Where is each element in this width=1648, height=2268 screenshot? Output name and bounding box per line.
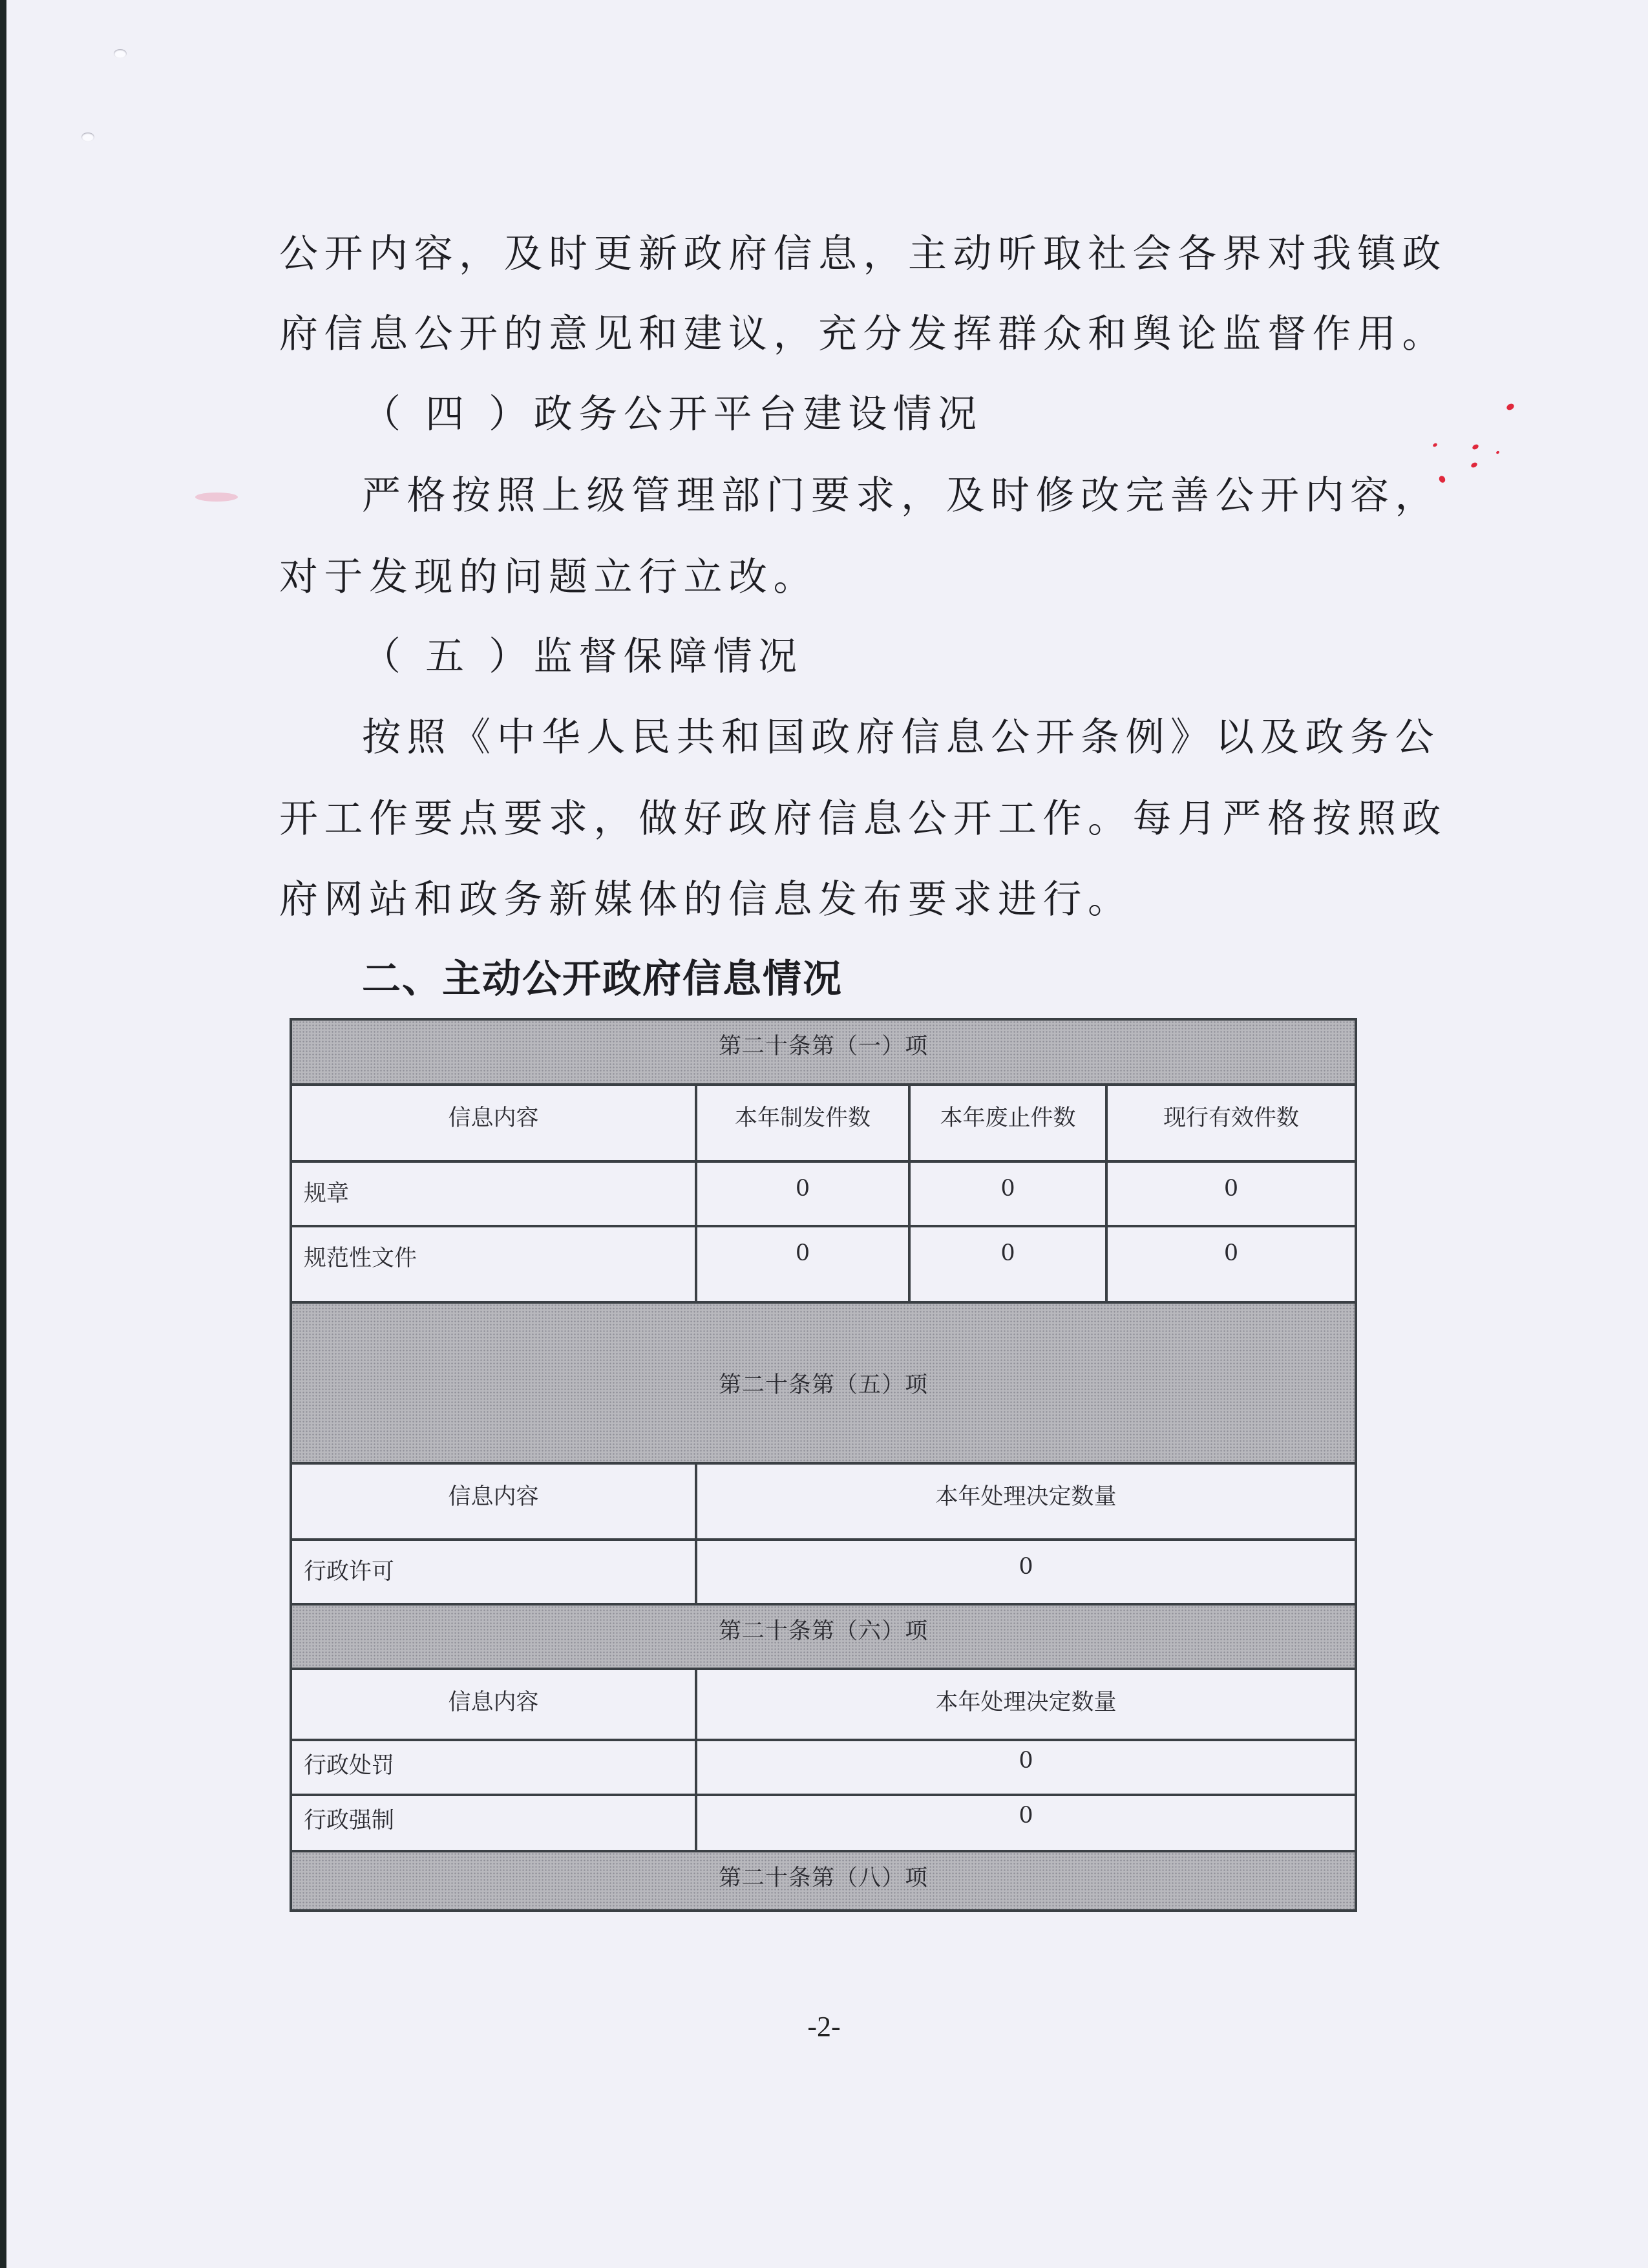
section-1-title: 第二十条第（一）项: [719, 1033, 929, 1059]
table-row: [291, 1540, 1356, 1604]
row-label: 行政强制: [304, 1808, 395, 1834]
page-number: -2-: [807, 2011, 841, 2042]
stamp-fleck: [1470, 461, 1478, 469]
row-label: 规章: [304, 1181, 350, 1207]
cell-value: 0: [1000, 1176, 1015, 1202]
cell-value: 0: [795, 1240, 810, 1266]
cell-value: 0: [1019, 1803, 1033, 1828]
stamp-fleck: [1432, 443, 1438, 448]
row-label: 行政许可: [304, 1559, 395, 1585]
row-label: 规范性文件: [304, 1245, 417, 1271]
column-header: 本年处理决定数量: [935, 1690, 1117, 1715]
body-text-line: 按照《中华人民共和国政府信息公开条例》以及政务公: [362, 715, 1440, 760]
section-5-title-row: [291, 1302, 1356, 1463]
column-header: 本年处理决定数量: [935, 1484, 1117, 1510]
scan-edge: [0, 0, 6, 2268]
body-text-line: 府网站和政务新媒体的信息发布要求进行。: [279, 877, 1133, 922]
cell-value: 0: [1000, 1240, 1015, 1266]
section-1-header-row: [291, 1085, 1356, 1161]
body-text-line: 公开内容，及时更新政府信息，主动听取社会各界对我镇政: [279, 231, 1447, 277]
cell-value: 0: [795, 1176, 810, 1202]
column-header: 现行有效件数: [1163, 1105, 1300, 1131]
stamp-fleck: [1506, 403, 1516, 412]
table-row: [291, 1795, 1356, 1851]
column-header: 信息内容: [448, 1690, 539, 1715]
column-header: 本年制发件数: [734, 1105, 871, 1131]
section-8-title-row: [291, 1851, 1356, 1911]
cell-value: 0: [1223, 1240, 1239, 1266]
cell-value: 0: [1019, 1748, 1033, 1774]
body-text-line: 府信息公开的意见和建议，充分发挥群众和舆论监督作用。: [279, 312, 1447, 357]
subsection-heading-4: （ 四 ）政务公开平台建设情况: [362, 392, 983, 437]
column-header: 信息内容: [448, 1484, 539, 1510]
binding-hole: [81, 132, 94, 142]
section-5-header-row: [291, 1463, 1356, 1540]
section-6-title-row: [291, 1604, 1356, 1669]
ink-smudge: [195, 493, 238, 502]
disclosure-table: [290, 1018, 1357, 1912]
body-text-line: 对于发现的问题立行立改。: [279, 555, 818, 600]
body-text-line: 开工作要点要求，做好政府信息公开工作。每月严格按照政: [279, 796, 1447, 842]
section-6-header-row: [291, 1669, 1356, 1740]
stamp-fleck: [1495, 450, 1499, 454]
column-header: 本年废止件数: [940, 1105, 1076, 1131]
cell-value: 0: [1019, 1554, 1033, 1580]
section-6-title: 第二十条第（六）项: [719, 1618, 929, 1644]
stamp-fleck: [1472, 443, 1479, 450]
section-8-title: 第二十条第（八）项: [719, 1865, 929, 1891]
cell-value: 0: [1223, 1176, 1239, 1202]
section-heading: 二、主动公开政府信息情况: [362, 957, 843, 1002]
body-text-line: 严格按照上级管理部门要求，及时修改完善公开内容，: [362, 473, 1440, 518]
binding-hole: [114, 49, 127, 58]
table-row: [291, 1740, 1356, 1795]
section-5-title: 第二十条第（五）项: [719, 1372, 929, 1398]
table-row: [291, 1226, 1356, 1302]
subsection-heading-5: （ 五 ）监督保障情况: [362, 634, 803, 679]
section-1-title-row: [291, 1019, 1356, 1085]
table-row: [291, 1161, 1356, 1226]
column-header: 信息内容: [448, 1105, 539, 1131]
row-label: 行政处罚: [304, 1753, 395, 1779]
